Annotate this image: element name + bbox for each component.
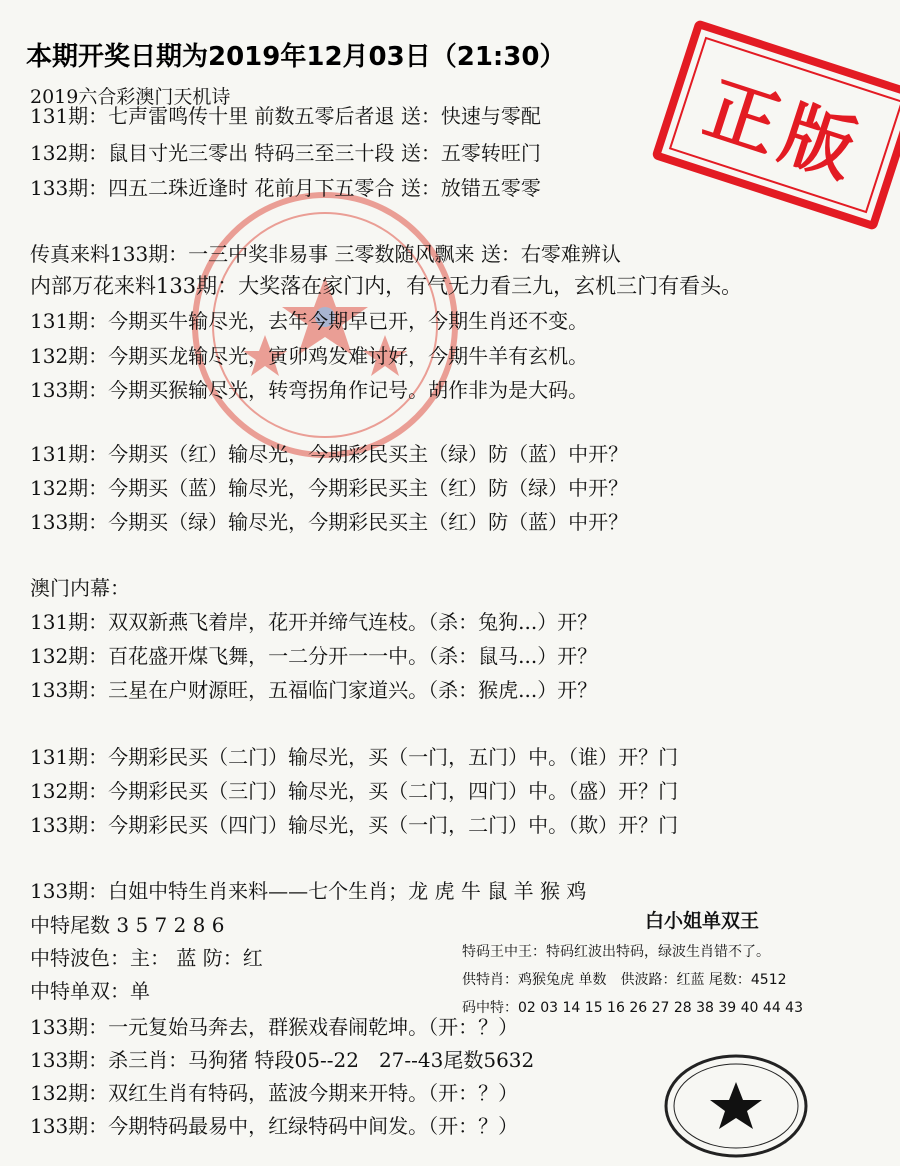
text-line: 131期：七声雷鸣传十里 前数五零后者退 送：快速与零配	[30, 104, 541, 128]
side-info-box	[462, 906, 882, 1017]
side-box-line: 码中特：02 03 14 15 16 26 27 28 38 39 40 44 43	[462, 1000, 803, 1016]
authentic-stamp-label: 正版	[695, 66, 874, 196]
text-line: 132期：百花盛开煤飞舞，一二分开一一中。（杀：鼠马...）开？	[30, 644, 598, 668]
text-line: 中特单双：单	[30, 979, 150, 1003]
side-box-title: 白小姐单双王	[644, 910, 759, 932]
page-title: 本期开奖日期为2019年12月03日（21:30）	[26, 42, 566, 72]
text-line: 133期：四五二珠近逢时 花前月下五零合 送：放错五零零	[30, 176, 541, 200]
text-line: 中特尾数 3 5 7 2 8 6	[30, 913, 225, 937]
text-line: 133期：今期特码最易中，红绿特码中间发。（开：？）	[30, 1114, 519, 1138]
text-line: 133期：今期彩民买（四门）输尽光，买（一门，二门）中。（欺）开？门	[30, 813, 679, 837]
text-line: 133期：今期买猴输尽光，转弯拐角作记号。胡作非为是大码。	[30, 378, 589, 402]
text-line: 132期：今期买（蓝）输尽光，今期彩民买主（红）防（绿）中开？	[30, 476, 629, 500]
text-line: 131期：今期彩民买（二门）输尽光，买（一门，五门）中。（谁）开？门	[30, 745, 679, 769]
text-line: 131期：今期买（红）输尽光，今期彩民买主（绿）防（蓝）中开？	[30, 442, 629, 466]
text-line: 131期：今期买牛输尽光，去年今期早已开，今期生肖还不变。	[30, 309, 589, 333]
text-line: 133期：今期买（绿）输尽光，今期彩民买主（红）防（蓝）中开？	[30, 510, 629, 534]
text-line: 132期：鼠目寸光三零出 特码三至三十段 送：五零转旺门	[30, 141, 541, 165]
text-line: 133期：杀三肖：马狗猪 特段05--22 27--43尾数5632	[30, 1048, 535, 1072]
text-line: 132期：双红生肖有特码，蓝波今期来开特。（开：？）	[30, 1081, 519, 1105]
text-line: 132期：今期买龙输尽光，寅卯鸡发难讨好，今期牛羊有玄机。	[30, 344, 589, 368]
text-line: 132期：今期彩民买（三门）输尽光，买（二门，四门）中。（盛）开？门	[30, 779, 679, 803]
text-line: 133期：一元复始马奔去，群猴戏春闹乾坤。（开：？）	[30, 1015, 519, 1039]
authentic-stamp	[651, 19, 900, 231]
section-heading: 澳门内幕：	[30, 576, 130, 600]
text-line: 中特波色：主： 蓝 防：红	[30, 946, 263, 970]
side-box-line: 供特肖：鸡猴兔虎 单数 供波路：红蓝 尾数：4512	[462, 972, 787, 988]
text-line: 内部万花来料133期：大奖落在家门内，有气无力看三九，玄机三门有看头。	[30, 274, 743, 298]
text-line: 传真来料133期：一三中奖非易事 三零数随风飘来 送：右零难辨认	[30, 242, 621, 266]
text-line: 133期：白姐中特生肖来料——七个生肖；龙 虎 牛 鼠 羊 猴 鸡	[30, 879, 587, 903]
text-line: 133期：三星在户财源旺，五福临门家道兴。（杀：猴虎...）开？	[30, 678, 598, 702]
page-subtitle: 2019六合彩澳门天机诗	[30, 86, 231, 108]
side-box-line: 特码王中王：特码红波出特码，绿波生肖错不了。	[462, 944, 770, 960]
notary-seal-stamp	[662, 1052, 810, 1160]
text-line: 131期：双双新燕飞着岸，花开并缔气连枝。（杀：兔狗...）开？	[30, 610, 598, 634]
